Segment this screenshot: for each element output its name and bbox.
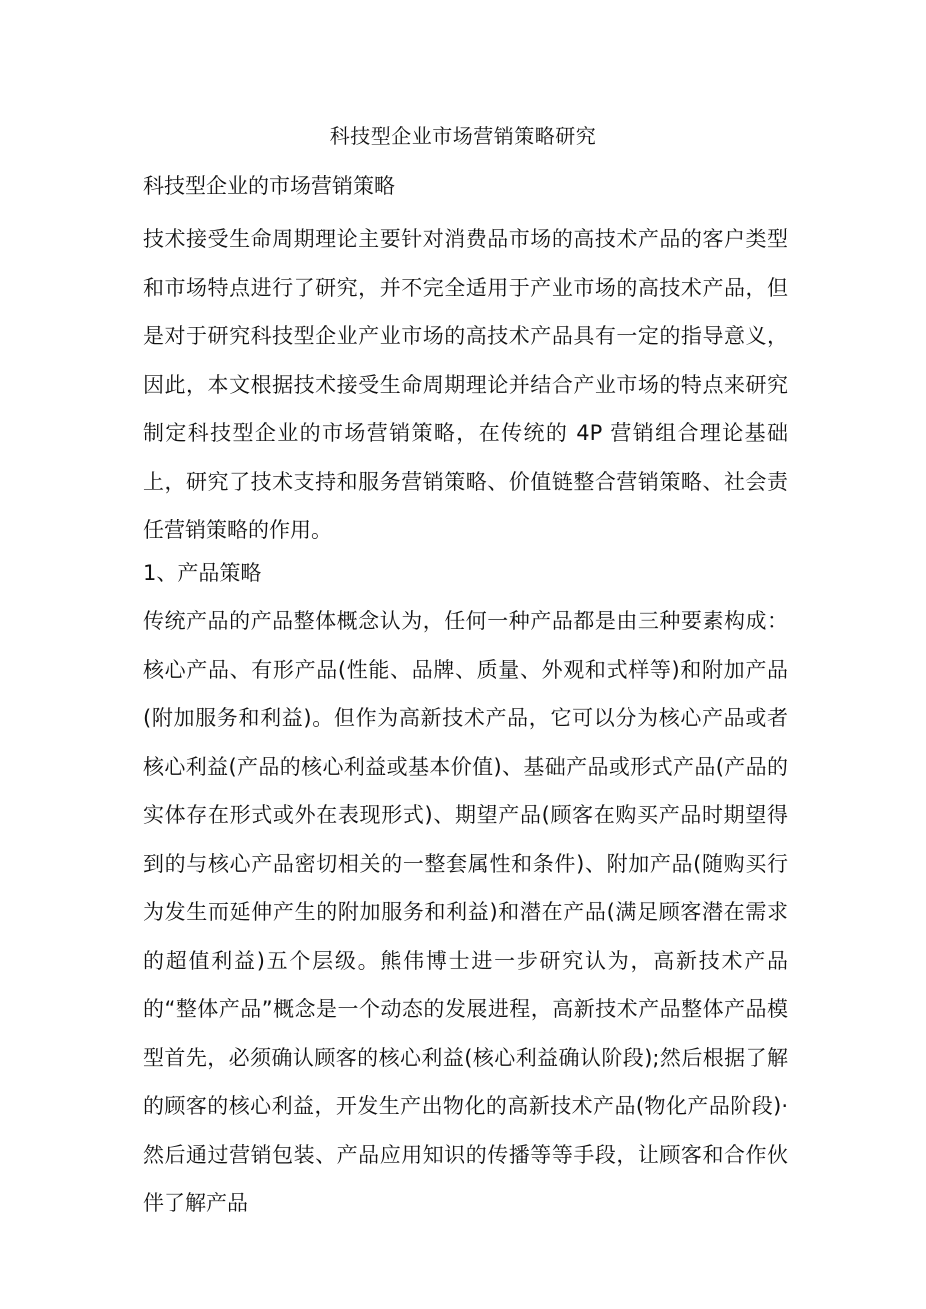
section-heading-product-strategy: 1、产品策略 [143, 561, 262, 585]
paragraph-product-strategy: 传统产品的产品整体概念认为，任何一种产品都是由三种要素构成：核心产品、有形产品(性能、品牌、质量、外观和式样等)和附加产品(附加服务和利益)。但作为高新技术产品，它可以分为核心产品或者核心利益(产品的核心利益或基本价值)、基础产品或形式产品(产品的实体存在形式或外在表现形式)、期望产品(顾客在购买产品时期望得到的与核心产品密切相关的一整套属性和条件)、附加产品(随购买行为发生而延伸产生的附加服务和利益)和潜在产品(满足顾客潜在需求的超值利益)五个层级。熊伟博士进一步研究认为，高新技术产品的“整体产品”概念是一个动态的发展进程，高新技术产品整体产品模型首先，必须确认顾客的核心利益(核心利益确认阶段);然后根据了解的顾客的核心利益，开发生产出物化的高新技术产品(物化产品阶段)·然后通过营销包装、产品应用知识的传播等等手段，让顾客和合作伙伴了解产品 [143, 609, 788, 1215]
section-subtitle: 科技型企业的市场营销策略 [143, 174, 395, 198]
paragraph-intro: 技术接受生命周期理论主要针对消费品市场的高技术产品的客户类型和市场特点进行了研究，并不完全适用于产业市场的高技术产品，但是对于研究科技型企业产业市场的高技术产品具有一定的指导意义，因此，本文根据技术接受生命周期理论并结合产业市场的特点来研究制定科技型企业的市场营销策略，在传统的 4P 营销组合理论基础上，研究了技术支持和服务营销策略、价值链整合营销策略、社会责任营销策略的作用。 [143, 227, 788, 542]
document-title: 科技型企业市场营销策略研究 [329, 124, 597, 148]
